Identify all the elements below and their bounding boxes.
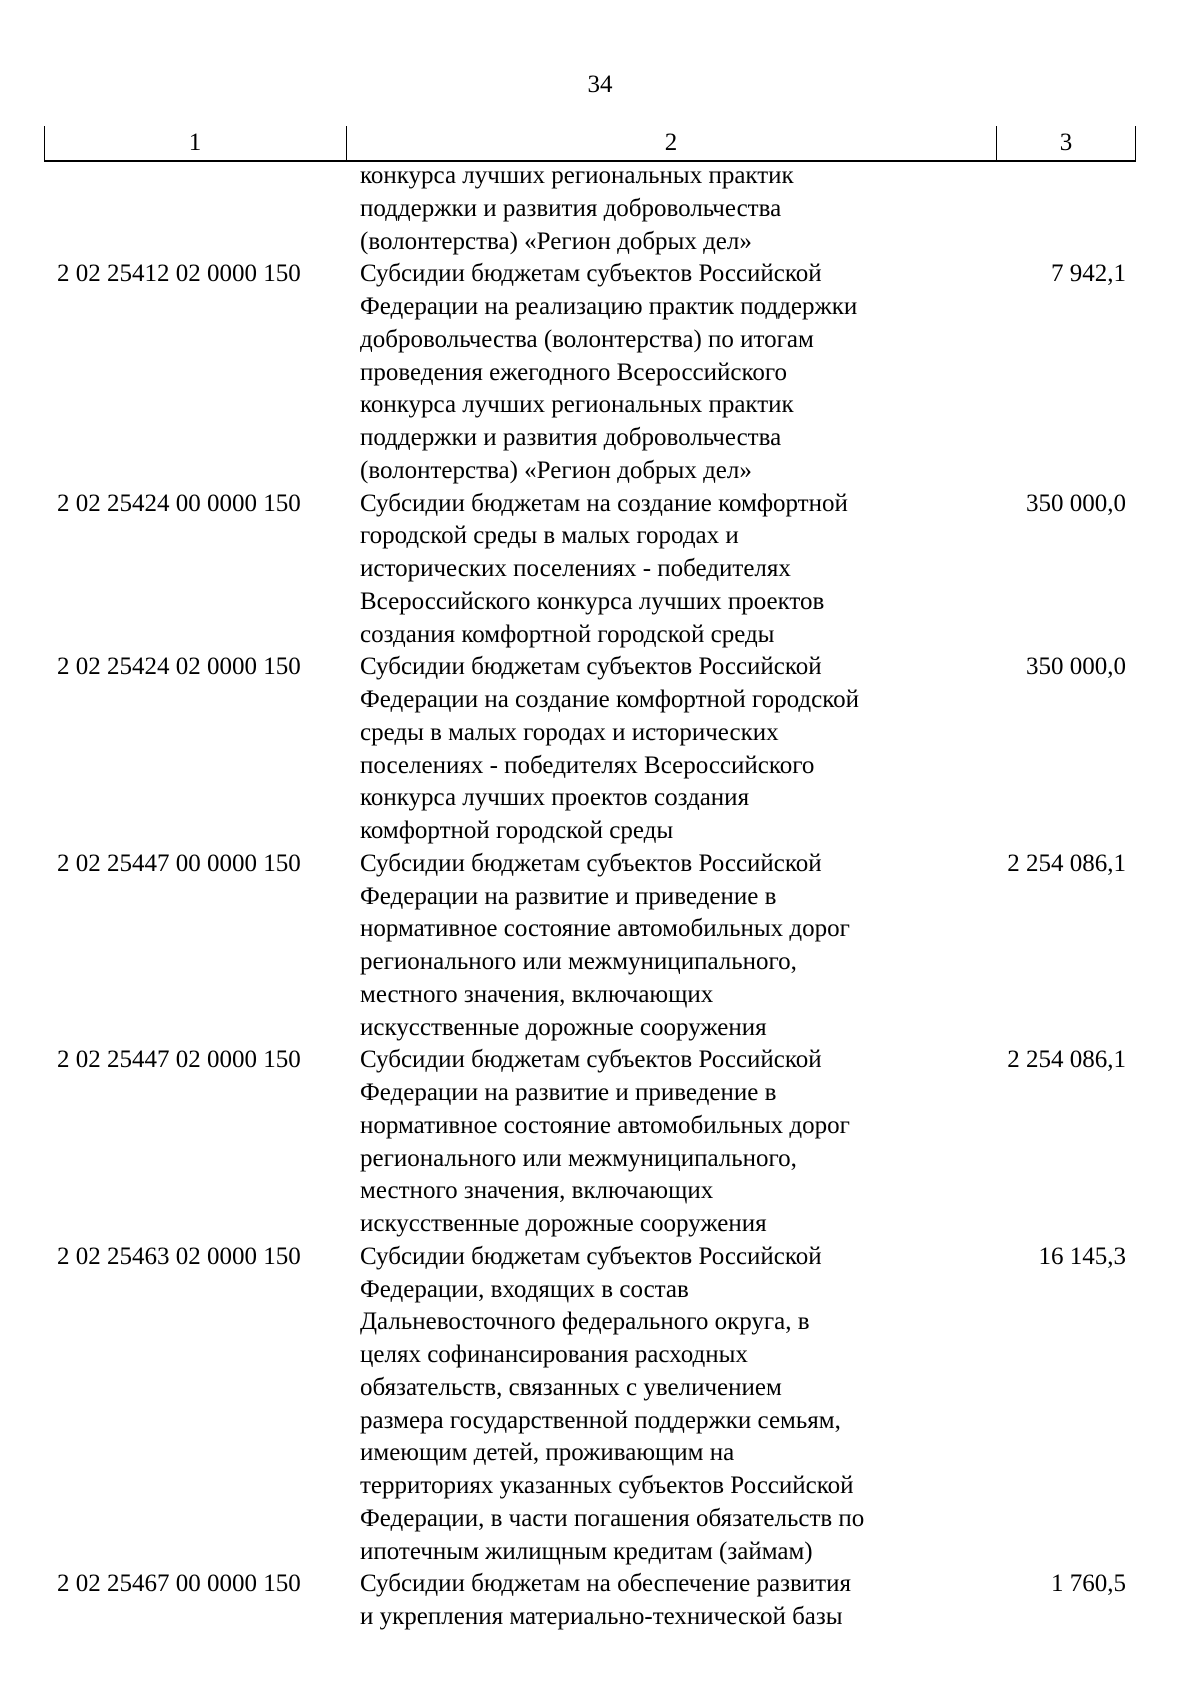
- description-line: (волонтерства) «Регион добрых дел»: [360, 227, 752, 255]
- amount: 1 760,5: [1051, 1570, 1126, 1598]
- description-line: создания комфортной городской среды: [360, 620, 775, 648]
- amount: 350 000,0: [1026, 653, 1126, 681]
- amount: 350 000,0: [1026, 489, 1126, 517]
- description-line: Субсидии бюджетам субъектов Российской: [360, 653, 822, 681]
- income-description: [360, 160, 940, 258]
- table-row: [0, 1044, 1200, 1241]
- amount: 2 254 086,1: [1007, 849, 1126, 877]
- header-cell-col1: 1: [188, 129, 202, 156]
- description-line: размера государственной поддержки семьям,: [360, 1406, 841, 1434]
- header-cell-col3: 3: [1059, 129, 1073, 156]
- description-line: искусственные дорожные сооружения: [360, 1013, 767, 1041]
- income-description: [360, 258, 940, 487]
- income-description: [360, 1568, 940, 1634]
- table-row: [0, 651, 1200, 848]
- income-description: [360, 1241, 940, 1569]
- income-description: [360, 1044, 940, 1241]
- description-line: (волонтерства) «Регион добрых дел»: [360, 456, 752, 484]
- description-line: Федерации, входящих в состав: [360, 1275, 689, 1303]
- table-row: [0, 258, 1200, 487]
- budget-code: 2 02 25447 02 0000 150: [57, 1046, 301, 1074]
- description-line: добровольчества (волонтерства) по итогам: [360, 325, 814, 353]
- amount: 2 254 086,1: [1007, 1046, 1126, 1074]
- description-line: территориях указанных субъектов Российской: [360, 1472, 854, 1499]
- description-line: Субсидии бюджетам на создание комфортной: [360, 489, 848, 517]
- description-line: имеющим детей, проживающим на: [360, 1439, 735, 1467]
- description-line: Субсидии бюджетам субъектов Российской: [360, 1242, 822, 1270]
- description-line: местного значения, включающих: [360, 1177, 714, 1205]
- description-line: конкурса лучших проектов создания: [360, 784, 750, 812]
- budget-code: 2 02 25424 00 0000 150: [57, 489, 301, 517]
- table-row: [0, 1568, 1200, 1634]
- header-cell-col2: 2: [664, 129, 678, 156]
- description-line: комфортной городской среды: [360, 817, 674, 844]
- description-line: исторических поселениях - победителях: [360, 555, 791, 582]
- description-line: среды в малых городах и исторических: [360, 718, 779, 746]
- description-line: городской среды в малых городах и: [360, 522, 739, 550]
- description-line: конкурса лучших региональных практик: [360, 391, 794, 419]
- description-line: поддержки и развития добровольчества: [360, 194, 782, 222]
- description-line: регионального или межмуниципального,: [360, 948, 797, 975]
- description-line: поселениях - победителях Всероссийского: [360, 751, 815, 779]
- description-line: конкурса лучших региональных практик: [360, 162, 794, 189]
- description-line: Субсидии бюджетам субъектов Российской: [360, 1046, 822, 1074]
- table-row: [0, 848, 1200, 1045]
- table-row: [0, 488, 1200, 652]
- header-border-right: [1135, 126, 1136, 160]
- description-line: Федерации на создание комфортной городской: [360, 686, 859, 713]
- description-line: ипотечным жилищным кредитам (займам): [360, 1537, 813, 1565]
- description-line: Федерации на развитие и приведение в: [360, 882, 777, 910]
- budget-code: 2 02 25463 02 0000 150: [57, 1242, 301, 1270]
- table-body: [0, 160, 1200, 1634]
- description-line: и укрепления материально-технической базы: [360, 1603, 843, 1630]
- description-line: нормативное состояние автомобильных дорог: [360, 1111, 850, 1139]
- description-line: Всероссийского конкурса лучших проектов: [360, 587, 825, 615]
- description-line: обязательств, связанных с увеличением: [360, 1373, 782, 1401]
- page-number: 34: [587, 71, 613, 98]
- table-row: [0, 1241, 1200, 1569]
- table-header: [44, 126, 1136, 162]
- description-line: нормативное состояние автомобильных дорог: [360, 915, 850, 943]
- description-line: проведения ежегодного Всероссийского: [360, 358, 788, 386]
- budget-code: 2 02 25424 02 0000 150: [57, 653, 301, 681]
- budget-code: 2 02 25467 00 0000 150: [57, 1570, 301, 1598]
- description-line: Федерации на реализацию практик поддержки: [360, 293, 858, 320]
- description-line: Субсидии бюджетам субъектов Российской: [360, 260, 822, 288]
- budget-code: 2 02 25412 02 0000 150: [57, 260, 301, 288]
- description-line: целях софинансирования расходных: [360, 1341, 748, 1368]
- description-line: Дальневосточного федерального округа, в: [360, 1308, 810, 1336]
- description-line: Субсидии бюджетам субъектов Российской: [360, 849, 822, 877]
- description-line: регионального или межмуниципального,: [360, 1144, 797, 1172]
- description-line: поддержки и развития добровольчества: [360, 424, 782, 451]
- income-description: [360, 848, 940, 1045]
- amount: 7 942,1: [1051, 260, 1126, 288]
- description-line: Субсидии бюджетам на обеспечение развития: [360, 1570, 851, 1598]
- description-line: Федерации, в части погашения обязательств по: [360, 1504, 865, 1532]
- description-line: местного значения, включающих: [360, 980, 714, 1008]
- budget-code: 2 02 25447 00 0000 150: [57, 849, 301, 877]
- description-line: искусственные дорожные сооружения: [360, 1210, 767, 1237]
- amount: 16 145,3: [1038, 1242, 1126, 1270]
- income-description: [360, 488, 940, 652]
- income-description: [360, 651, 940, 848]
- table-row: [0, 160, 1200, 258]
- description-line: Федерации на развитие и приведение в: [360, 1079, 777, 1106]
